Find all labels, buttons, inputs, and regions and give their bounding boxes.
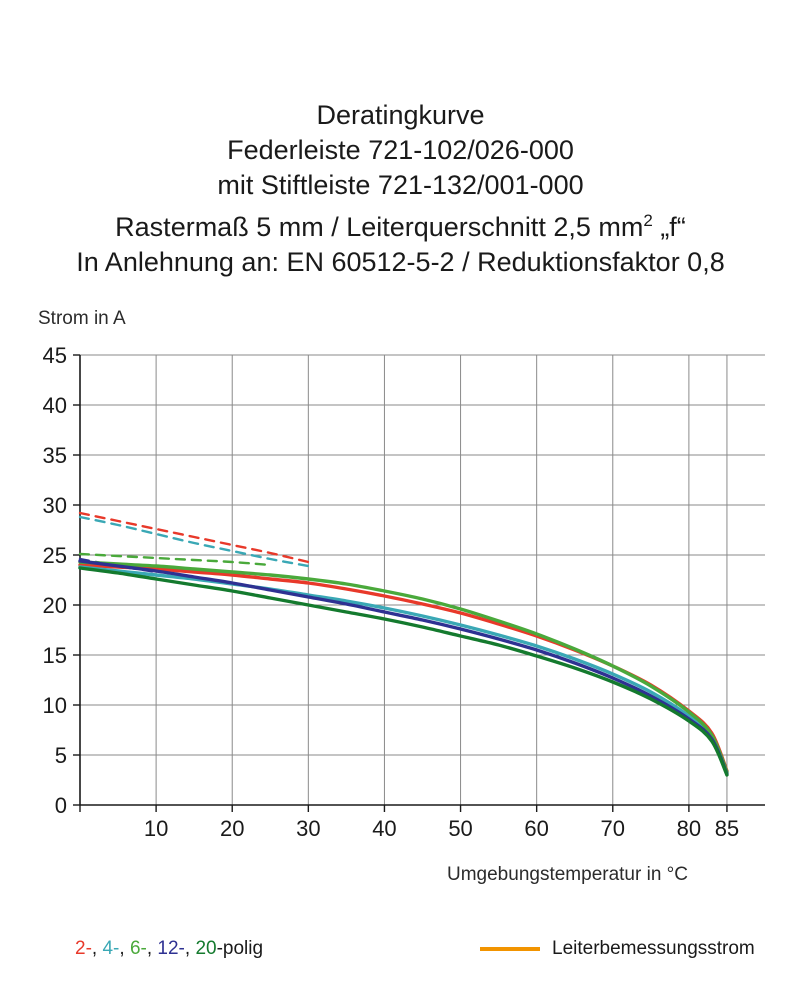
legend-pole-part-3: ,: [119, 938, 130, 959]
series-line-4-polig-dashed: [80, 517, 308, 566]
x-tick-label: 60: [524, 816, 549, 841]
legend-pole-part-5: ,: [146, 938, 158, 959]
y-tick-label: 0: [54, 793, 67, 818]
legend-pole-part-9: -polig: [216, 938, 264, 959]
y-tick-label: 10: [42, 693, 67, 718]
x-tick-label: 20: [219, 816, 245, 841]
legend-poles: [75, 938, 263, 960]
legend-pole-part-1: ,: [91, 938, 103, 959]
series-line-4-polig: [80, 567, 727, 773]
x-tick-label: 70: [600, 816, 626, 841]
title-line-1: Deratingkurve: [316, 100, 485, 130]
series-line-6-polig: [80, 562, 727, 772]
legend-pole-part-2: 4-: [102, 938, 120, 959]
legend-rated-current-label: Leiterbemessungsstrom: [552, 938, 755, 959]
x-tick-label: 10: [143, 816, 169, 841]
x-tick-label: 30: [296, 816, 321, 841]
y-axis-label: Strom in A: [38, 308, 126, 329]
superscript-two: 2: [643, 211, 653, 230]
x-tick-label: 80: [676, 816, 702, 841]
legend-pole-part-7: ,: [184, 938, 196, 959]
x-axis-label: Umgebungstemperatur in °C: [447, 864, 688, 885]
legend-pole-part-8: 20: [195, 938, 217, 959]
legend-pole-part-4: 6-: [129, 938, 147, 959]
legend-line-swatch: [480, 947, 540, 951]
title-line-4: Rastermaß 5 mm / Leiterquerschnitt 2,5 $mm^2$ „f“: [115, 211, 686, 242]
x-tick-label: 50: [448, 816, 473, 841]
legend-pole-part-6: 12-: [157, 938, 185, 959]
series-line-12-polig: [80, 561, 727, 774]
y-tick-label: 30: [42, 493, 67, 518]
y-tick-label: 45: [42, 343, 67, 368]
y-tick-label: 15: [42, 643, 67, 668]
title-line-5: In Anlehnung an: EN 60512-5-2 / Reduktionsfaktor 0,8: [76, 247, 725, 277]
x-tick-label: 40: [372, 816, 397, 841]
legend-pole-part-0: 2-: [75, 938, 92, 959]
y-tick-label: 35: [42, 443, 67, 468]
y-tick-label: 40: [42, 393, 67, 418]
y-tick-label: 25: [42, 543, 67, 568]
title-line-2: Federleiste 721-102/026-000: [227, 135, 574, 165]
legend-rated-current: [480, 938, 755, 960]
title-line-3: mit Stiftleiste 721-132/001-000: [217, 170, 584, 200]
y-tick-label: 20: [42, 593, 67, 618]
x-tick-label: 85: [714, 816, 740, 841]
y-tick-label: 5: [54, 743, 67, 768]
